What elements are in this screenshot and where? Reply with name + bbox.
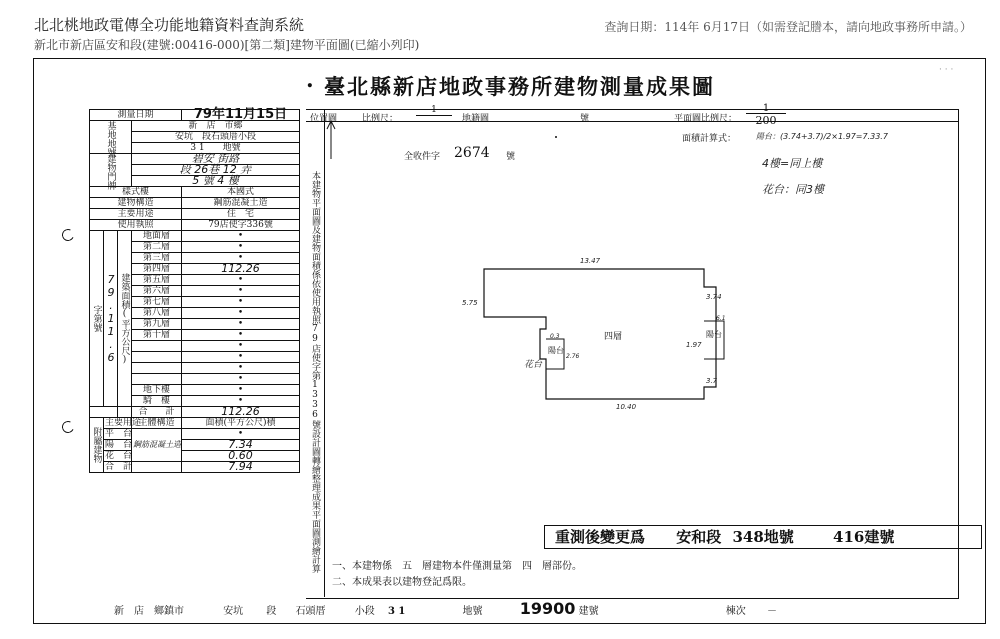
calc-line-1: 陽台：(3.74+3.7)/2×1.97=7.33.7 — [756, 132, 888, 141]
side-note: 本建物平面圖及建物面積係依使用執照79店使字第1336號設計圖轉繪整理成果平面圖測繪計算 — [310, 171, 320, 573]
calc-line-3: 花台：同3樓 — [762, 183, 824, 196]
floor-value: 112.26 — [182, 264, 300, 275]
note-2: 二、本成果表以建物登記爲限。 — [332, 577, 472, 588]
calc-line-2: 4樓=同上樓 — [762, 157, 823, 170]
plan-scale-label: 平面圖比例尺： — [674, 114, 738, 124]
title-mark: . — [306, 67, 314, 93]
number-label: 號 — [580, 114, 590, 124]
floor-label: 地面層 — [132, 231, 182, 242]
annex-value: • — [182, 429, 300, 440]
survey-date: 79年11月15日 — [182, 110, 300, 121]
floor-value: • — [182, 352, 300, 363]
floor-value: • — [182, 374, 300, 385]
use-label: 主要用途 — [90, 209, 182, 220]
scale-label: 比例尺： — [362, 114, 399, 124]
annex-label: 附屬建物 — [90, 418, 104, 473]
lane: 段 26巷 12 弄 — [132, 165, 300, 176]
permit-value: 79店使字336號 — [182, 220, 300, 231]
building-outline — [484, 269, 716, 399]
total-value: 112.26 — [182, 407, 300, 418]
case-suffix: 號 — [506, 152, 516, 162]
balcony-right-label: 陽台 — [706, 330, 722, 339]
floor-value: • — [182, 275, 300, 286]
reg-no-value: 79.11.6 — [104, 231, 118, 407]
plan-scale-num: 1 — [762, 103, 770, 114]
reg-no-label: 字第號 — [90, 231, 104, 407]
annex-head-struct: 主體構造 — [132, 418, 182, 429]
annex-value: 0.60 — [182, 451, 300, 462]
system-title: 北北桃地政電傳全功能地籍資料查詢系統 — [34, 16, 305, 34]
plan-scale-den: 200 — [746, 113, 786, 127]
dim-right: 3.74 — [706, 293, 722, 301]
floor-label: 第九層 — [132, 319, 182, 330]
floor-label: 第三層 — [132, 253, 182, 264]
base-label: 基地地號 — [90, 121, 132, 154]
floor-label: 第六層 — [132, 286, 182, 297]
survey-sheet — [33, 58, 986, 624]
planter-label: 花台 — [524, 360, 543, 370]
balcony-label: 陽台 — [548, 346, 564, 355]
query-date: 查詢日期：114年 6月17日（如需登記謄本，請向地政事務所申請。） — [604, 20, 972, 34]
floor-value: • — [182, 231, 300, 242]
lot: 3 1 地號 — [132, 143, 300, 154]
floor-value: • — [182, 242, 300, 253]
floor-label: 地下樓 — [132, 385, 182, 396]
annex-use: 陽 台 — [105, 440, 133, 450]
section: 安坑 段石頭厝小段 — [132, 132, 300, 143]
floor-label: 第七層 — [132, 297, 182, 308]
floor-value: • — [182, 385, 300, 396]
door-label: 建物門牌 — [90, 154, 132, 187]
floor-value: • — [182, 308, 300, 319]
note-1: 一、本建物係 五 層建物本件僅測量第 四 層部份。 — [332, 561, 582, 572]
dim-small-right: 6.1 — [716, 315, 726, 322]
style-value: 本國式 — [182, 187, 300, 198]
floor-value: • — [182, 396, 300, 407]
document-title: 臺北縣新店地政事務所建物測量成果圖 — [324, 74, 715, 99]
area-label: 建築面積(平方公尺) — [118, 231, 132, 407]
street: 碧安 街路 — [132, 154, 300, 165]
floor-label: 騎 樓 — [132, 396, 182, 407]
dim-top: 13.47 — [580, 257, 601, 265]
dim-balcony: 1.97 — [686, 341, 702, 349]
document-subtitle: 新北市新店區安和段(建號:00416-000)[第二類]建物平面圖(已縮小列印) — [34, 38, 420, 52]
dim-left: 5.75 — [462, 299, 478, 307]
map-dot — [555, 136, 557, 138]
annex-struct: 鋼筋混凝土造 — [132, 429, 182, 462]
floor-label: 第二層 — [132, 242, 182, 253]
balcony-right-outline — [704, 321, 724, 359]
annex-head-use: 主要用途 — [105, 418, 142, 428]
floor-value: • — [182, 341, 300, 352]
bottom-footer: 新 店 鄉鎮市 安坑 段 石頭厝 小段 3 1 地號 19900 建號 棟次 － — [114, 599, 777, 618]
dim-right-lower: 3.7 — [706, 377, 718, 385]
use-value: 住 宅 — [182, 209, 300, 220]
annex-use: 平 台 — [105, 429, 133, 439]
scan-noise: · · · — [939, 65, 954, 75]
floor-value: • — [182, 330, 300, 341]
township: 新 店 市鄉 — [132, 121, 300, 132]
number: 5 號 4 樓 — [132, 176, 300, 187]
total-label: 合 計 — [132, 407, 182, 418]
annex-use: 合 計 — [105, 462, 133, 472]
case-label: 全收件字 — [404, 152, 441, 162]
scale-value: 1 — [416, 105, 452, 116]
floor-value: • — [182, 286, 300, 297]
dim-small: 0.3 — [550, 333, 560, 340]
style-label: 樣式樓 — [90, 187, 182, 198]
survey-date-label: 測量日期 — [90, 110, 182, 121]
structure-label: 建物構造 — [90, 198, 182, 209]
dim-bottom: 10.40 — [616, 403, 637, 411]
floor-label: 第四層 — [132, 264, 182, 275]
annex-head-area: 面積(平方公尺)積 — [182, 418, 300, 429]
floor-label: 第五層 — [132, 275, 182, 286]
case-number: 2674 — [454, 145, 490, 161]
floor-value: • — [182, 363, 300, 374]
location-label: 位置圖 — [310, 114, 338, 124]
floor-value: • — [182, 319, 300, 330]
floor-label-plan: 四層 — [604, 332, 623, 342]
permit-label: 使用執照 — [90, 220, 182, 231]
floor-label: 第八層 — [132, 308, 182, 319]
structure-value: 鋼筋混凝土造 — [182, 198, 300, 209]
floor-label: 第十層 — [132, 330, 182, 341]
north-arrow-icon — [327, 121, 335, 159]
map-label: 地籍圖 — [462, 114, 490, 124]
floor-value: • — [182, 253, 300, 264]
resurvey-stamp: 重測後變更爲 安和段 348地號 416建號 — [544, 525, 982, 549]
annex-value: 7.94 — [182, 462, 300, 473]
dim-balcony-left: 2.76 — [566, 353, 580, 360]
annex-value: 7.34 — [182, 440, 300, 451]
floor-value: • — [182, 297, 300, 308]
annex-use: 花 台 — [105, 451, 133, 461]
calc-label: 面積計算式： — [682, 134, 737, 144]
